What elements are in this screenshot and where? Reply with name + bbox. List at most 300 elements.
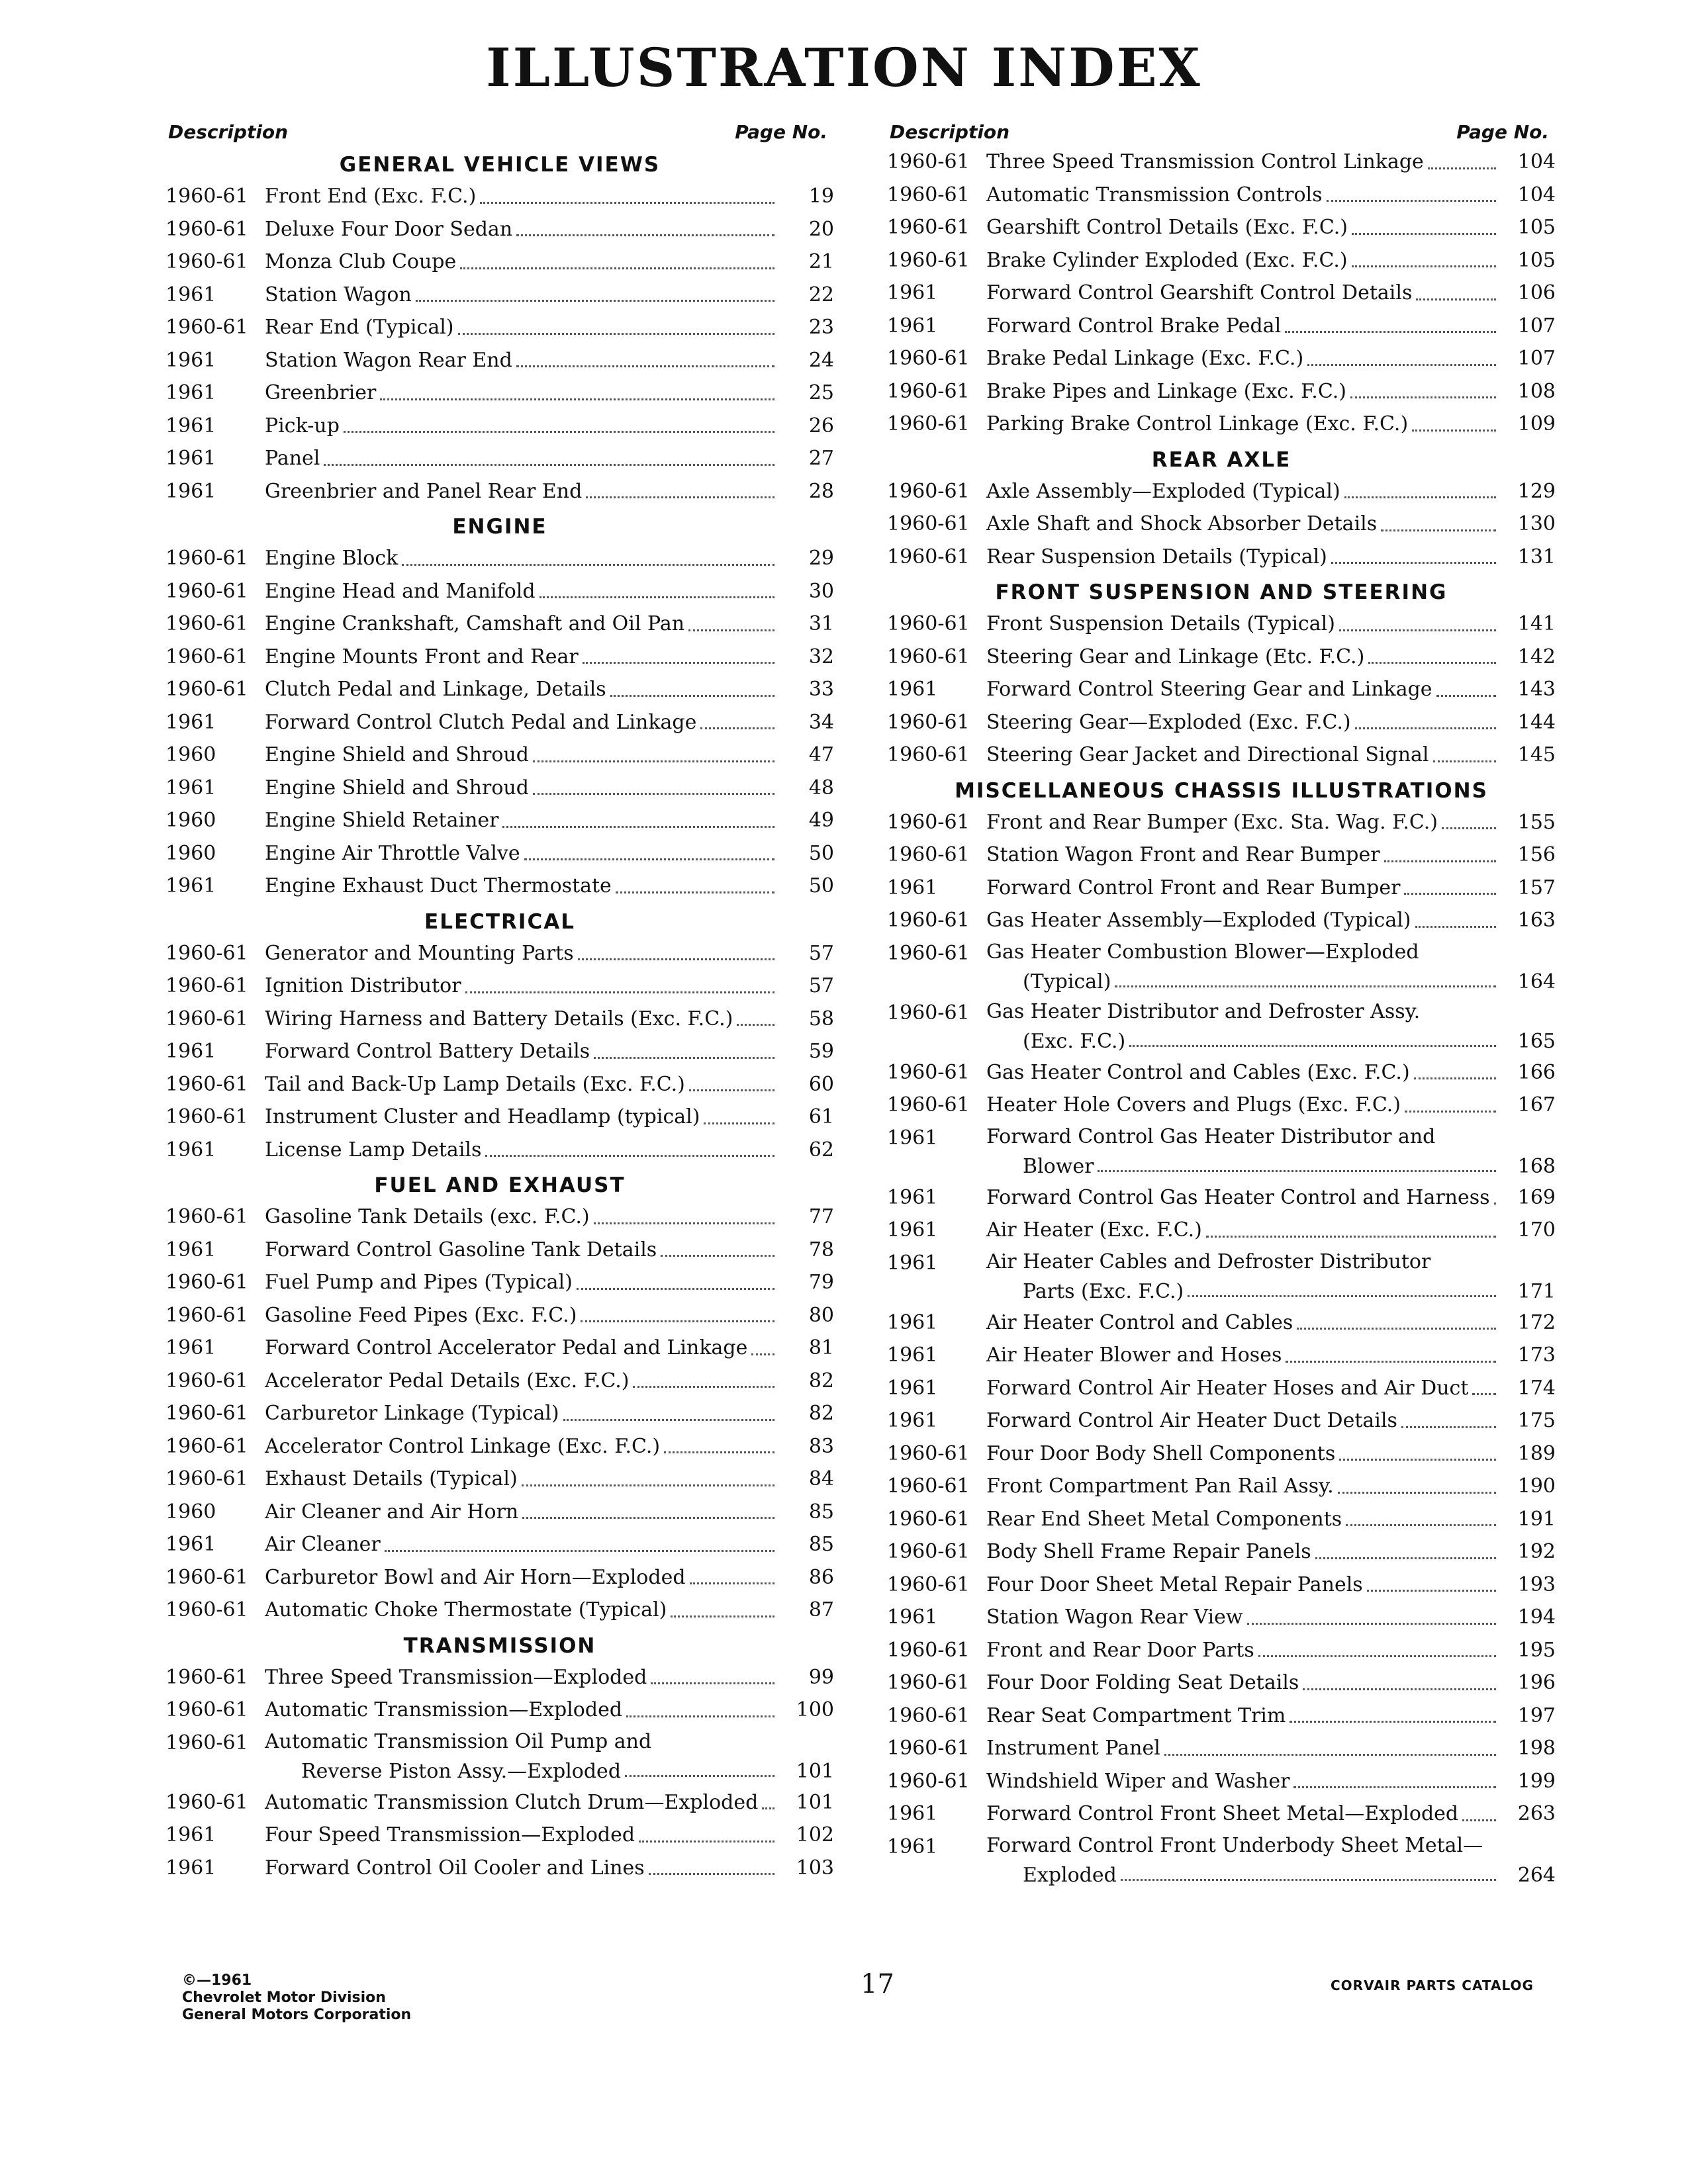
description-text: Panel xyxy=(265,447,320,470)
model-year: 1960-61 xyxy=(165,1598,248,1621)
description-text: Instrument Cluster and Headlamp (typical) xyxy=(265,1105,700,1128)
page-ref: 190 xyxy=(1517,1475,1556,1498)
page-ref: 61 xyxy=(808,1105,834,1128)
model-year: 1960-61 xyxy=(165,579,248,603)
description-cell xyxy=(265,706,834,739)
description-line xyxy=(265,1594,834,1627)
dot-leader xyxy=(1428,146,1496,169)
index-row xyxy=(165,575,834,608)
description-text: Front and Rear Bumper (Exc. Sta. Wag. F.C.) xyxy=(986,810,1438,834)
description-line xyxy=(265,1332,834,1365)
index-row xyxy=(165,542,834,575)
description-text: Engine Air Throttle Valve xyxy=(265,841,520,865)
page-ref: 33 xyxy=(808,678,834,701)
description-text: Front Compartment Pan Rail Assy. xyxy=(986,1475,1334,1498)
description-text: Gearshift Control Details (Exc. F.C.) xyxy=(986,216,1348,239)
page-ref: 79 xyxy=(808,1271,834,1294)
model-year: 1961 xyxy=(165,447,216,470)
description-text: Station Wagon Rear View xyxy=(986,1606,1243,1629)
index-row xyxy=(165,706,834,739)
index-row xyxy=(165,673,834,706)
footer-publisher xyxy=(182,1972,411,2024)
description-line xyxy=(986,475,1556,508)
dot-leader xyxy=(480,180,774,204)
index-row xyxy=(887,508,1556,541)
description-line xyxy=(265,1496,834,1529)
page-ref: 166 xyxy=(1517,1060,1556,1084)
model-year: 1960-61 xyxy=(887,1638,970,1662)
description-cell xyxy=(986,1404,1556,1437)
model-year: 1960-61 xyxy=(887,412,970,435)
dot-leader xyxy=(522,1463,774,1486)
model-year: 1960-61 xyxy=(887,810,970,834)
description-text: Four Door Sheet Metal Repair Panels xyxy=(986,1572,1363,1596)
description-line xyxy=(265,1727,834,1756)
description-text: Generator and Mounting Parts xyxy=(265,941,574,965)
description-text: Automatic Transmission Clutch Drum—Exploded xyxy=(265,1790,759,1814)
section-heading: TRANSMISSION xyxy=(403,1633,596,1658)
description-line xyxy=(986,1634,1556,1667)
description-line xyxy=(986,1122,1556,1152)
description-cell xyxy=(986,408,1556,441)
description-text: Air Heater Cables and Defroster Distributor xyxy=(986,1250,1431,1273)
description-line xyxy=(265,410,834,443)
column-header xyxy=(165,119,834,146)
index-row xyxy=(887,1089,1556,1122)
page-ref: 84 xyxy=(808,1467,834,1490)
model-year: 1960-61 xyxy=(887,710,970,734)
description-text: Gasoline Feed Pipes (Exc. F.C.) xyxy=(265,1303,577,1327)
dot-leader xyxy=(1315,1535,1496,1559)
description-text: Deluxe Four Door Sedan xyxy=(265,217,513,241)
dot-leader xyxy=(1384,839,1496,862)
index-row xyxy=(165,1852,834,1885)
page-ref: 80 xyxy=(808,1303,834,1327)
description-text: Clutch Pedal and Linkage, Details xyxy=(265,678,606,701)
page-ref: 106 xyxy=(1517,281,1556,304)
index-row xyxy=(165,377,834,410)
page-ref: 191 xyxy=(1517,1507,1556,1531)
dot-leader xyxy=(1352,244,1496,268)
index-row xyxy=(165,1430,834,1463)
dot-leader xyxy=(1381,508,1496,531)
index-row xyxy=(165,1201,834,1234)
description-text: Engine Exhaust Duct Thermostate xyxy=(265,874,612,897)
dot-leader xyxy=(625,1756,774,1777)
index-row xyxy=(887,608,1556,641)
dot-leader xyxy=(737,1003,774,1026)
index-row xyxy=(887,1404,1556,1437)
model-year: 1960-61 xyxy=(165,974,248,997)
model-year: 1961 xyxy=(887,1251,938,1275)
description-line xyxy=(265,673,834,706)
dot-leader xyxy=(626,1694,774,1717)
page-ref: 32 xyxy=(808,645,834,668)
section-heading: ENGINE xyxy=(452,515,547,539)
index-row xyxy=(165,1397,834,1430)
description-cell xyxy=(265,1035,834,1068)
index-row xyxy=(887,1634,1556,1667)
index-row xyxy=(887,408,1556,441)
description-cell xyxy=(986,739,1556,772)
dot-leader xyxy=(1121,1860,1496,1881)
index-row xyxy=(887,1372,1556,1405)
description-text: Automatic Transmission Controls xyxy=(986,183,1323,206)
page-ref: 143 xyxy=(1517,678,1556,701)
index-row xyxy=(165,937,834,970)
description-text: Rear Seat Compartment Trim xyxy=(986,1704,1286,1727)
description-line xyxy=(986,673,1556,706)
page-ref: 198 xyxy=(1517,1737,1556,1760)
model-year: 1960-61 xyxy=(165,1007,248,1030)
model-year: 1960 xyxy=(165,1500,216,1524)
index-row xyxy=(165,804,834,837)
description-line xyxy=(265,1003,834,1036)
dot-leader xyxy=(563,1397,774,1421)
index-row xyxy=(887,1503,1556,1536)
description-cell xyxy=(986,1089,1556,1122)
description-line xyxy=(265,1397,834,1430)
dot-leader xyxy=(1339,608,1496,631)
dot-leader xyxy=(688,608,774,631)
index-row xyxy=(165,1299,834,1332)
index-row xyxy=(887,872,1556,905)
description-text: Greenbrier xyxy=(265,381,377,404)
description-line xyxy=(986,375,1556,408)
description-cell xyxy=(265,1528,834,1561)
index-row xyxy=(887,739,1556,772)
description-line xyxy=(265,1266,834,1299)
description-line xyxy=(986,1152,1556,1181)
model-year: 1960-61 xyxy=(887,1507,970,1531)
description-cell xyxy=(265,180,834,213)
dot-leader xyxy=(1433,739,1496,762)
description-text: Pick-up xyxy=(265,414,340,437)
model-year: 1960-61 xyxy=(887,743,970,766)
description-cell xyxy=(986,1535,1556,1569)
description-text: Automatic Choke Thermostate (Typical) xyxy=(265,1598,667,1621)
description-cell xyxy=(265,1561,834,1594)
description-text: Brake Cylinder Exploded (Exc. F.C.) xyxy=(986,248,1348,272)
description-text: Forward Control Steering Gear and Linkage xyxy=(986,678,1432,701)
description-cell xyxy=(265,1694,834,1727)
page-ref: 99 xyxy=(808,1665,834,1689)
description-cell xyxy=(986,1306,1556,1340)
page-header: Page No. xyxy=(1456,121,1549,143)
dot-leader xyxy=(539,575,774,599)
page-ref: 22 xyxy=(808,283,834,306)
description-cell xyxy=(986,806,1556,839)
page-ref: 57 xyxy=(808,941,834,965)
model-year: 1961 xyxy=(165,381,216,404)
index-row xyxy=(887,1797,1556,1831)
description-line xyxy=(986,1214,1556,1247)
description-line xyxy=(265,475,834,508)
description-cell xyxy=(986,508,1556,541)
description-cell xyxy=(265,1068,834,1101)
description-text: Rear Suspension Details (Typical) xyxy=(986,545,1327,569)
description-text: Air Heater Blower and Hoses xyxy=(986,1343,1282,1367)
description-cell xyxy=(986,1056,1556,1089)
description-text: Ignition Distributor xyxy=(265,974,461,997)
description-cell xyxy=(986,211,1556,244)
description-text: Instrument Panel xyxy=(986,1737,1160,1760)
description-line xyxy=(265,1852,834,1885)
description-cell xyxy=(265,1101,834,1134)
page-ref: 264 xyxy=(1517,1863,1556,1887)
description-cell xyxy=(265,772,834,805)
page-ref: 192 xyxy=(1517,1540,1556,1563)
page-ref: 102 xyxy=(796,1823,834,1846)
description-text: Three Speed Transmission Control Linkage xyxy=(986,150,1424,173)
page-ref: 108 xyxy=(1517,379,1556,403)
description-cell xyxy=(265,344,834,377)
dot-leader xyxy=(1115,967,1496,987)
description-text: Engine Block xyxy=(265,547,399,570)
index-row xyxy=(165,772,834,805)
index-row xyxy=(887,1214,1556,1247)
model-year: 1961 xyxy=(165,479,216,503)
page-ref: 196 xyxy=(1517,1671,1556,1694)
description-cell xyxy=(986,1181,1556,1214)
dot-leader xyxy=(700,706,774,730)
description-cell xyxy=(986,1437,1556,1471)
model-year: 1961 xyxy=(165,1823,216,1846)
model-year: 1960-61 xyxy=(165,185,248,208)
model-year: 1960-61 xyxy=(165,1369,248,1392)
description-text: Automatic Transmission Oil Pump and xyxy=(265,1729,652,1753)
description-cell xyxy=(265,1463,834,1496)
dot-leader xyxy=(533,772,774,796)
index-row xyxy=(887,1535,1556,1569)
description-text: Engine Mounts Front and Rear xyxy=(265,645,579,668)
model-year: 1961 xyxy=(165,414,216,437)
dot-leader xyxy=(1098,1152,1496,1172)
model-year: 1960-61 xyxy=(165,547,248,570)
description-line xyxy=(986,839,1556,872)
description-text: License Lamp Details xyxy=(265,1138,482,1161)
index-row xyxy=(165,970,834,1003)
index-row xyxy=(887,277,1556,310)
description-text: Forward Control Front Underbody Sheet Metal— xyxy=(986,1833,1483,1857)
description-cell xyxy=(265,1365,834,1398)
description-text: Front Suspension Details (Typical) xyxy=(986,612,1335,635)
page-ref: 77 xyxy=(808,1205,834,1228)
description-line xyxy=(986,872,1556,905)
dot-leader xyxy=(416,279,774,302)
description-line xyxy=(986,967,1556,997)
dot-leader xyxy=(1442,806,1496,830)
description-text: Engine Shield Retainer xyxy=(265,809,499,832)
model-year: 1961 xyxy=(887,1606,938,1629)
index-row xyxy=(887,706,1556,739)
dot-leader xyxy=(578,937,774,961)
page-ref: 81 xyxy=(808,1336,834,1359)
page-ref: 194 xyxy=(1517,1606,1556,1629)
model-year: 1961 xyxy=(165,1138,216,1161)
description-line xyxy=(986,1089,1556,1122)
description-cell xyxy=(265,1852,834,1885)
page-ref: 193 xyxy=(1517,1572,1556,1596)
description-cell xyxy=(986,277,1556,310)
description-text: Engine Head and Manifold xyxy=(265,579,536,603)
description-text: Steering Gear and Linkage (Etc. F.C.) xyxy=(986,645,1365,668)
description-cell xyxy=(986,641,1556,674)
dot-leader xyxy=(1412,408,1496,432)
page-ref: 87 xyxy=(808,1598,834,1621)
description-cell xyxy=(986,375,1556,408)
model-year: 1960-61 xyxy=(887,183,970,206)
description-cell xyxy=(265,377,834,410)
page-ref: 27 xyxy=(808,447,834,470)
description-text: Wiring Harness and Battery Details (Exc. F.C.) xyxy=(265,1007,733,1030)
description-text: Monza Club Coupe xyxy=(265,250,457,273)
index-row xyxy=(165,213,834,246)
index-row xyxy=(887,1306,1556,1340)
description-text: Parts (Exc. F.C.) xyxy=(1023,1279,1184,1303)
index-row xyxy=(887,375,1556,408)
description-line xyxy=(265,1134,834,1167)
section-heading: FUEL AND EXHAUST xyxy=(374,1173,626,1197)
description-line xyxy=(265,1786,834,1819)
description-cell xyxy=(986,937,1556,997)
model-year: 1960-61 xyxy=(887,1572,970,1596)
description-cell xyxy=(265,1727,834,1786)
index-row xyxy=(165,1234,834,1267)
page-ref: 58 xyxy=(808,1007,834,1030)
model-year: 1960-61 xyxy=(165,1467,248,1490)
dot-leader xyxy=(458,311,774,335)
dot-leader xyxy=(1350,375,1496,399)
model-year: 1961 xyxy=(887,281,938,304)
page-ref: 173 xyxy=(1517,1343,1556,1367)
description-line xyxy=(986,1666,1556,1700)
description-text: (Exc. F.C.) xyxy=(1023,1029,1126,1053)
index-row xyxy=(887,1470,1556,1503)
description-text: Exhaust Details (Typical) xyxy=(265,1467,518,1490)
index-row xyxy=(165,1661,834,1694)
description-text: Forward Control Front and Rear Bumper xyxy=(986,876,1401,899)
dot-leader xyxy=(651,1661,774,1685)
index-row xyxy=(165,739,834,772)
dot-leader xyxy=(533,739,774,762)
index-row xyxy=(165,1561,834,1594)
dot-leader xyxy=(1352,211,1496,235)
description-line xyxy=(986,1503,1556,1536)
dot-leader xyxy=(460,246,774,269)
description-line xyxy=(265,542,834,575)
page-ref: 100 xyxy=(796,1698,834,1721)
description-cell xyxy=(265,1786,834,1819)
description-cell xyxy=(265,1397,834,1430)
page-ref: 62 xyxy=(808,1138,834,1161)
description-cell xyxy=(986,1339,1556,1372)
index-row xyxy=(887,211,1556,244)
description-text: Air Cleaner xyxy=(265,1533,381,1556)
model-year: 1960-61 xyxy=(165,217,248,241)
dot-leader xyxy=(1494,1181,1496,1205)
description-line xyxy=(265,1068,834,1101)
description-line xyxy=(986,541,1556,574)
model-year: 1960-61 xyxy=(165,941,248,965)
model-year: 1960-61 xyxy=(165,1665,248,1689)
model-year: 1960-61 xyxy=(165,1434,248,1458)
model-year: 1961 xyxy=(887,1218,938,1242)
right-column xyxy=(887,119,1556,1890)
description-header: Description xyxy=(890,121,1010,143)
index-row xyxy=(887,904,1556,937)
description-text: (Typical) xyxy=(1023,970,1111,993)
description-line xyxy=(986,1470,1556,1503)
description-line xyxy=(986,904,1556,937)
description-line xyxy=(986,641,1556,674)
description-line xyxy=(986,342,1556,375)
page-title: ILLUSTRATION INDEX xyxy=(486,36,1202,99)
catalog-name: CORVAIR PARTS CATALOG xyxy=(1331,1978,1534,1993)
page-ref: 101 xyxy=(796,1759,834,1783)
description-line xyxy=(986,706,1556,739)
description-cell xyxy=(265,870,834,903)
page-ref: 31 xyxy=(808,612,834,635)
page-ref: 29 xyxy=(808,547,834,570)
model-year: 1961 xyxy=(887,1310,938,1334)
model-year: 1960-61 xyxy=(165,1565,248,1589)
description-line xyxy=(986,1831,1556,1860)
description-line xyxy=(265,1819,834,1852)
description-cell xyxy=(265,1201,834,1234)
model-year: 1961 xyxy=(887,1376,938,1400)
index-row xyxy=(165,246,834,279)
description-line xyxy=(986,211,1556,244)
description-text: Four Door Folding Seat Details xyxy=(986,1671,1299,1694)
dot-leader xyxy=(616,870,774,893)
description-line xyxy=(986,1437,1556,1471)
description-cell xyxy=(265,937,834,970)
dot-leader xyxy=(1338,1470,1496,1494)
description-cell xyxy=(986,1470,1556,1503)
dot-leader xyxy=(465,970,774,993)
dot-leader xyxy=(1206,1214,1496,1238)
page-ref: 28 xyxy=(808,479,834,503)
description-text: Forward Control Gas Heater Control and Harness xyxy=(986,1185,1490,1209)
dot-leader xyxy=(1307,342,1496,366)
description-line xyxy=(986,408,1556,441)
dot-leader xyxy=(1331,541,1496,565)
dot-leader xyxy=(1401,1404,1496,1428)
description-text: Brake Pipes and Linkage (Exc. F.C.) xyxy=(986,379,1346,403)
description-line xyxy=(986,608,1556,641)
description-text: Axle Shaft and Shock Absorber Details xyxy=(986,512,1378,535)
description-cell xyxy=(986,1765,1556,1798)
description-text: Engine Shield and Shroud xyxy=(265,776,529,799)
page-ref: 129 xyxy=(1517,479,1556,503)
description-cell xyxy=(986,179,1556,212)
description-text: Four Door Body Shell Components xyxy=(986,1441,1336,1465)
page-ref: 50 xyxy=(808,874,834,897)
model-year: 1960-61 xyxy=(887,1060,970,1084)
description-text: Body Shell Frame Repair Panels xyxy=(986,1540,1311,1563)
dot-leader xyxy=(594,1201,774,1224)
description-cell xyxy=(265,1266,834,1299)
description-text: Gas Heater Distributor and Defroster Assy. xyxy=(986,999,1421,1023)
dot-leader xyxy=(524,837,774,861)
index-row xyxy=(165,180,834,213)
page-ref: 169 xyxy=(1517,1185,1556,1209)
index-row xyxy=(165,442,834,475)
page-number: 17 xyxy=(861,1969,894,1999)
description-cell xyxy=(265,1234,834,1267)
description-text: Forward Control Brake Pedal xyxy=(986,314,1282,338)
